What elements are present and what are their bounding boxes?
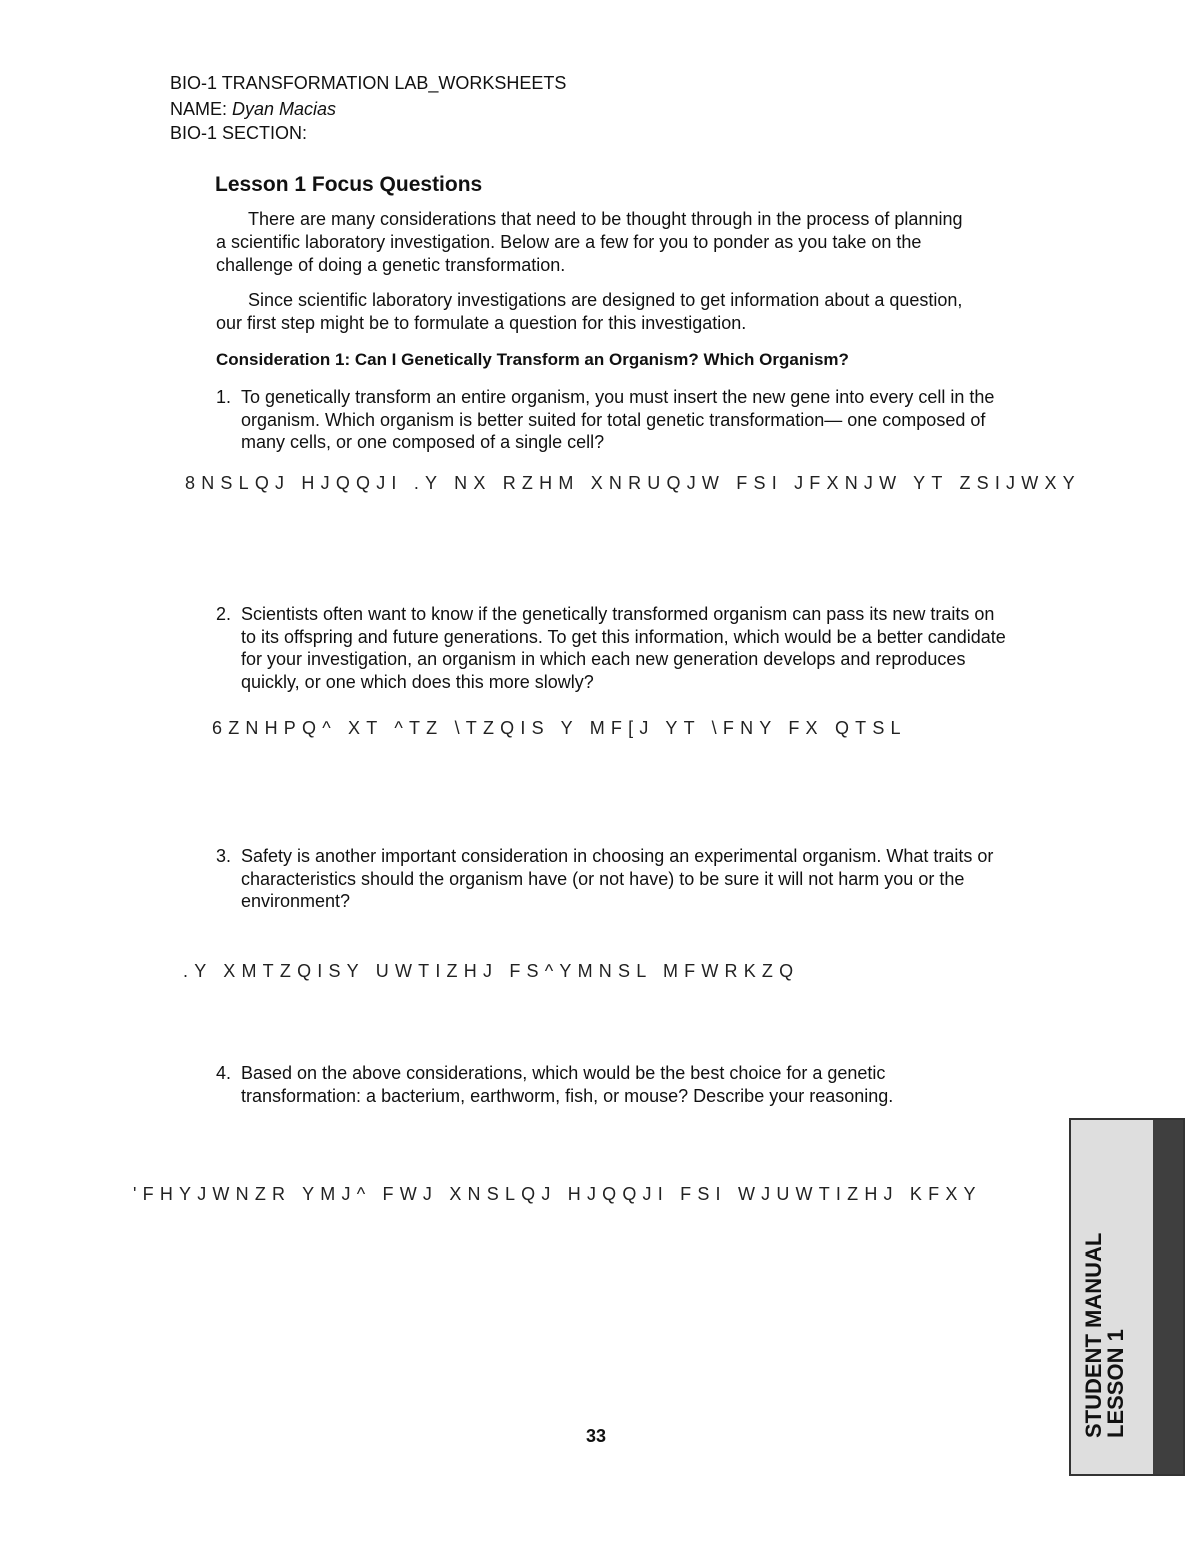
answer-4: 'FHYJWNZR YMJ^ FWJ XNSLQJ HJQQJI FSI WJUWTIZHJ KFXY [133, 1184, 982, 1204]
student-name: Dyan Macias [232, 99, 337, 119]
tab-label [1083, 1233, 1127, 1438]
question-number: 4. [216, 1063, 232, 1083]
question-number: 3. [216, 846, 232, 866]
question-2 [216, 603, 1006, 693]
question-text: Scientists often want to know if the genetically transformed organism can pass its new traits on to its offspring and future generations. To get this information, which would be a better candidate for your investigation, an organism in which each new generation develops and reproduces quickly, or one which does this more slowly? [241, 604, 1006, 692]
student-manual-tab [1069, 1118, 1185, 1476]
section-line: BIO-1 SECTION: [170, 123, 308, 143]
tab-label-line-1: STUDENT MANUAL [1081, 1232, 1106, 1438]
question-4 [216, 1062, 1006, 1107]
question-text: Safety is another important consideration in choosing an experimental organism. What traits or characteristics should the organism have (or not have) to be sure it will not harm you or the environment? [241, 846, 994, 911]
question-text: To genetically transform an entire organism, you must insert the new gene into every cell in the organism. Which organism is better suited for total genetic transformation— one composed of many cells, or one composed of a single cell? [241, 387, 995, 452]
answer-1: 8NSLQJ HJQQJI .Y NX RZHM XNRUQJW FSI JFXNJW YT ZSIJWXY [185, 473, 1081, 493]
answer-2: 6ZNHPQ^ XT ^TZ \TZQIS Y MF[J YT \FNY FX QTSL [212, 718, 907, 738]
lesson-title: Lesson 1 Focus Questions [215, 173, 483, 196]
intro-paragraph-1: There are many considerations that need to be thought through in the process of planning a scientific laboratory investigation. Below are a few for you to ponder as you take on the challenge of doing a genetic transformation. [216, 209, 963, 275]
question-number: 2. [216, 604, 232, 624]
question-text: Based on the above considerations, which would be the best choice for a genetic transformation: a bacterium, earthworm, fish, or mouse? Describe your reasoning. [241, 1063, 894, 1106]
course-title: BIO-1 TRANSFORMATION LAB_WORKSHEETS [170, 73, 567, 93]
question-1 [216, 386, 1006, 454]
intro-paragraph-2: Since scientific laboratory investigations are designed to get information about a question, our first step might be to formulate a question for this investigation. [216, 290, 963, 333]
answer-3: .Y XMTZQISY UWTIZHJ FS^YMNSL MFWRKZQ [183, 961, 800, 981]
consideration-heading: Consideration 1: Can I Genetically Transform an Organism? Which Organism? [216, 350, 849, 369]
question-number: 1. [216, 387, 232, 407]
name-label: NAME: [170, 99, 233, 119]
question-3 [216, 845, 1006, 913]
tab-dark-strip [1153, 1120, 1183, 1474]
page-number: 33 [586, 1426, 607, 1446]
tab-label-line-2: LESSON 1 [1103, 1329, 1128, 1438]
name-line [170, 97, 336, 121]
